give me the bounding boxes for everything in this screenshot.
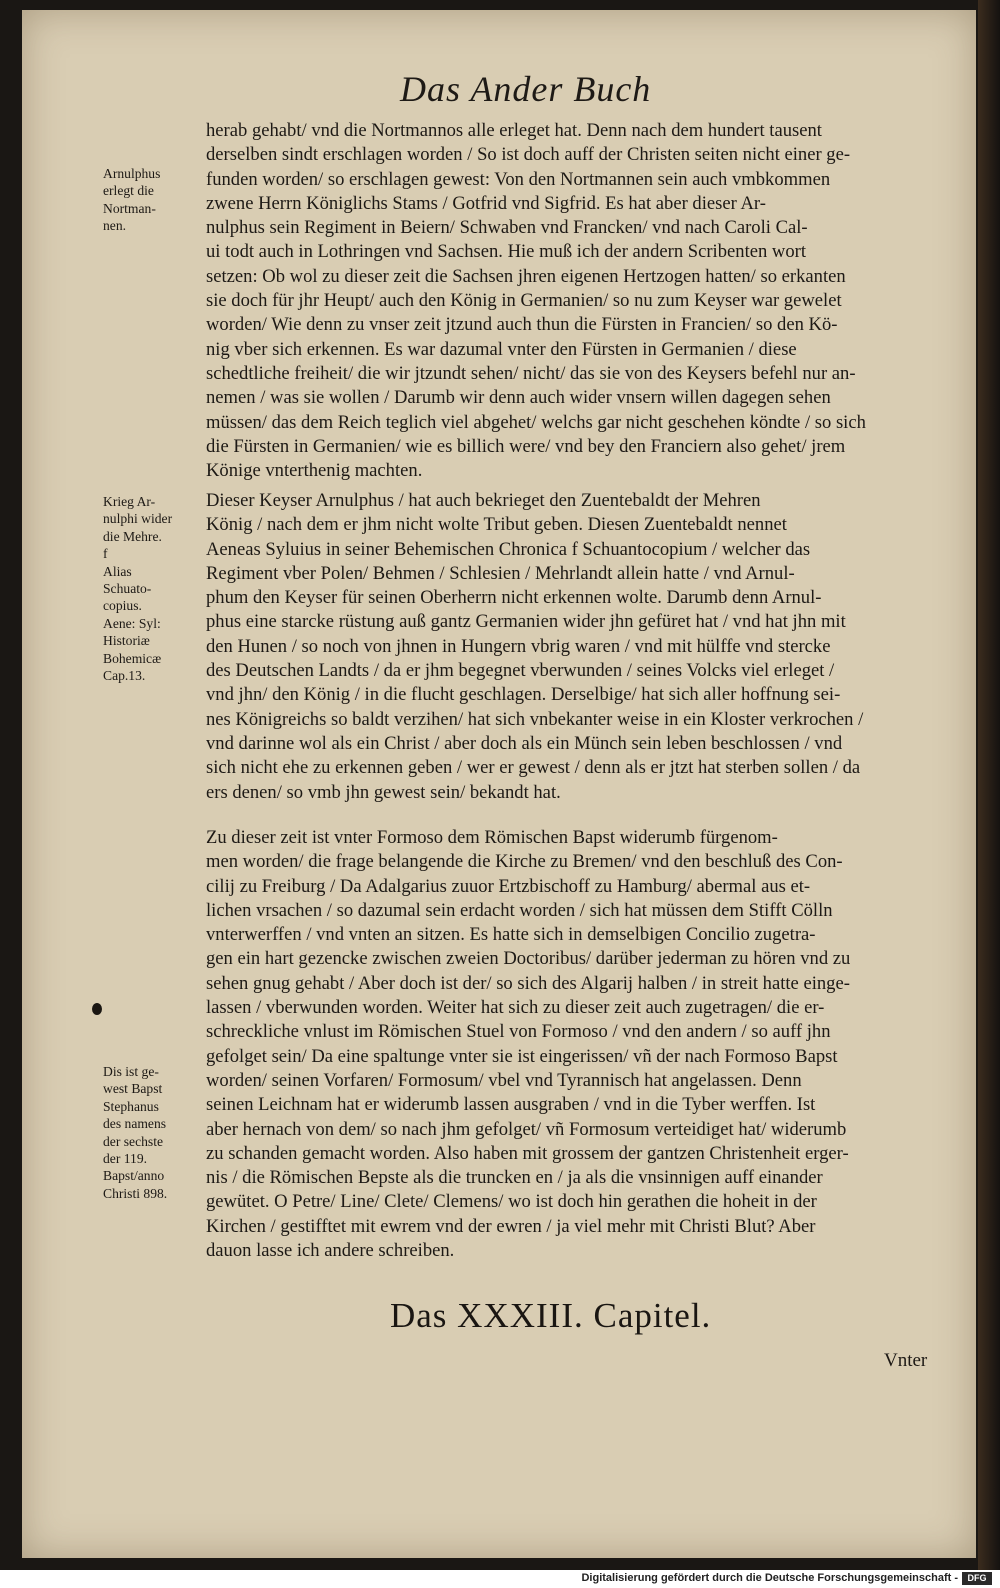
margin-note: Arnulphus erlegt die Nortman- nen. bbox=[103, 166, 161, 234]
margin-note: Krieg Ar- nulphi wider die Mehre. f Alias Schuato- copius. Aene: Syl: Historiæ Bohemicæ Cap.13. bbox=[103, 494, 173, 684]
book-edge bbox=[978, 0, 1000, 1570]
dfg-logo: DFG bbox=[962, 1572, 992, 1585]
chapter-title: Das XXXIII. Capitel. bbox=[390, 1296, 712, 1335]
body-paragraph: Dieser Keyser Arnulphus / hat auch bekrieget den Zuentebaldt der Mehren König / nach dem er jhm nicht wolte Tribut geben. Diesen Zuentebaldt nennet Aeneas Syluius in seiner Behemischen Chronica f Schuantocopium / welcher das Regiment vber Polen/ Behmen / Schlesien / Mehrlandt allein hatte / vnd Arnul- phum den Keyser für seinen Oberherrn nicht erkennen wolte. Darumb denn Arnul- phus eine starcke rüstung auß gantz Germanien wider jhn gefüret hat / vnd hat jhn mit den Hunen / so noch von jhnen in Hungern vbrig waren / vnd mit hülffe vnd stercke des Deutschen Landts / da er jhm begegnet vberwunden / seines Volcks viel erleget / vnd jhn/ den König / in die flucht geschlagen. Derselbige/ hat sich aller hoffnung sei- nes Königreichs so baldt verzihen/ hat sich vnbekanter weise in ein Kloster verkrochen / vnd darinne wol als ein Christ / aber doch als ein Münch sein leben beschlossen / vnd sich nicht ehe zu erkennen geben / wer er gewest / denn als er jtzt hat sterben sollen / da ers denen/ so vmb jhn gewest sein/ bekandt hat. bbox=[206, 490, 864, 803]
funding-credit: Digitalisierung gefördert durch die Deutsche Forschungsgemeinschaft - bbox=[581, 1572, 958, 1584]
catchword: Vnter bbox=[884, 1350, 928, 1371]
body-paragraph: Zu dieser zeit ist vnter Formoso dem Römischen Bapst widerumb fürgenom- men worden/ die frage belangende die Kirche zu Bremen/ vnd den beschluß des Con- cilij zu Freiburg / Da Adalgarius zuuor Ertzbischoff zu Hamburg/ abermal aus et- lichen vrsachen / so dazumal sein erdacht worden / sich hat müssen dem Stifft Cölln vnterwerffen / vnd vnten an sitzen. Es hatte sich in demselbigen Concilio zugetra- gen ein hart gezencke zwischen zweien Doctoribus/ darüber jederman zu hören vnd zu sehen gnug gehabt / Aber doch ist der/ so sich des Algarij halben / in streit hatte einge- lassen / vberwunden worden. Weiter hat sich zu dieser zeit auch zugetragen/ die er- schreckliche vnlust im Römischen Stuel von Formoso / vnd den andern / so auff jhn gefolget sein/ Da eine spaltunge vnter sie ist eingerissen/ vñ der nach Formoso Bapst worden/ seinen Vorfaren/ Formosum/ vbel vnd Tyrannisch hat angelassen. Denn seinen Leichnam hat er widerumb lassen ausgraben / vnd in die Tyber werffen. Ist aber hernach von dem/ so nach jhm gefolget/ vñ Formosum verteidiget hat/ widerumb zu schanden gemacht worden. Also haben mit grossem der gantzen Christenheit erger- nis / die Römischen Bepste als die truncken en / ja als die vnsinnigen auff einander gewütet. O Petre/ Line/ Clete/ Clemens/ wo ist doch hin gerathen die hoheit in der Kirchen / gestifftet mit ewrem vnd der ewren / ja viel mehr mit Christi Blut? Aber dauon lasse ich andere schreiben. bbox=[206, 827, 851, 1262]
body-paragraph: herab gehabt/ vnd die Nortmannos alle erleget hat. Denn nach dem hundert tausent derselben sindt erschlagen worden / So ist doch auff der Christen seiten nicht einer ge- funden worden/ so erschlagen gewest: Von den Nortmannen sein auch vmbkommen zwene Herrn Königlichs Stams / Gotfrid vnd Sigfrid. Es hat aber dieser Ar- nulphus sein Regiment in Beiern/ Schwaben vnd Francken/ vnd nach Caroli Cal- ui todt auch in Lothringen vnd Sachsen. Hie muß ich der andern Scribenten wort setzen: Ob wol zu dieser zeit die Sachsen jhren eigenen Hertzogen hatten/ so erkanten sie doch für jhr Heupt/ auch den König in Germanien/ so nu zum Keyser war gewelet worden/ Wie denn zu vnser zeit jtzund auch thun die Fürsten in Francien/ so den Kö- nig vber sich erkennen. Es war dazumal vnter den Fürsten in Germanien / diese schedtliche freiheit/ die wir jtzundt sehen/ nicht/ das sie von des Keysers befehl nur an- nemen / was sie wollen / Darumb wir denn auch wider vnsern willen dagegen sehen müssen/ das dem Reich teglich viel abgehet/ welchs gar nicht geschehen köndte / so sich die Fürsten in Germanien/ wie es billich were/ vnd bey den Franciern also gehet/ jrem Könige vnterthenig machten. bbox=[206, 120, 866, 482]
running-head: Das Ander Buch bbox=[400, 69, 652, 109]
ink-blot-mark bbox=[92, 1003, 102, 1015]
margin-note: Dis ist ge- west Bapst Stephanus des namens der sechste der 119. Bapst/anno Christi 898. bbox=[103, 1064, 168, 1201]
